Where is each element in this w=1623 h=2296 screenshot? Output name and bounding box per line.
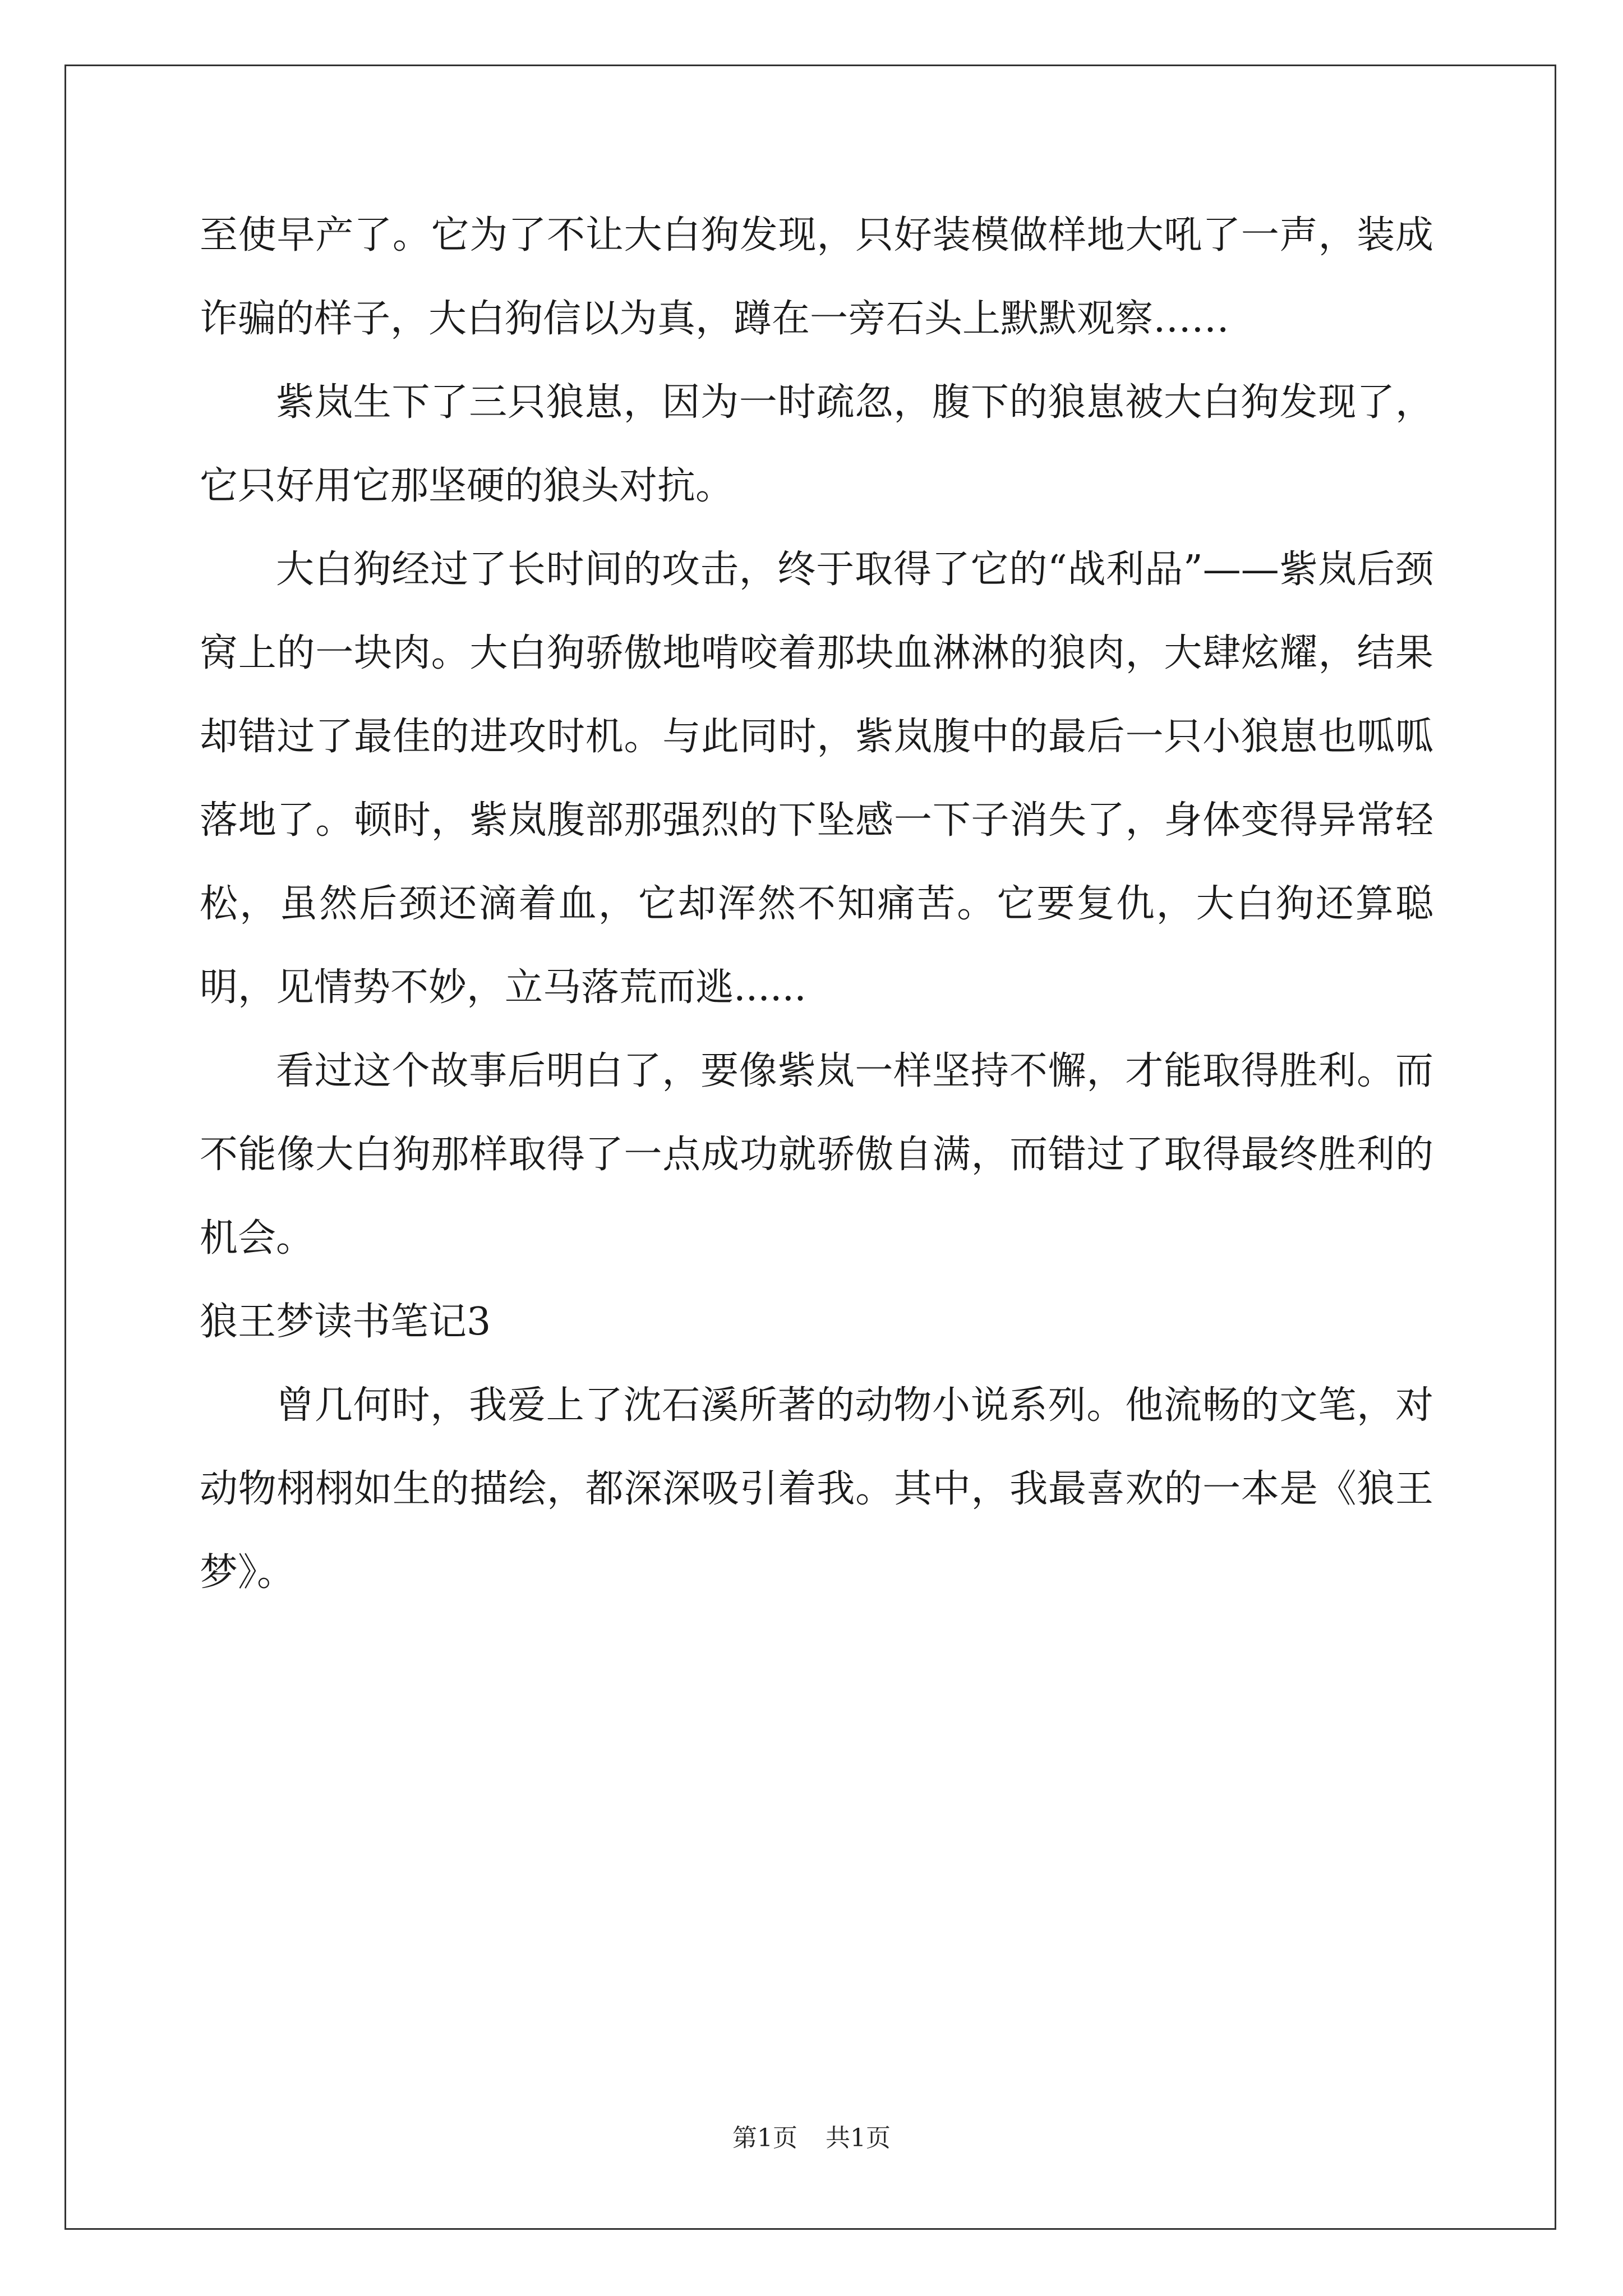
page-footer [0,2118,1623,2154]
section-heading: 狼王梦读书笔记3 [200,1300,491,1344]
page-number: 第1页 [732,2124,797,2152]
paragraph: 紫岚生下了三只狼崽，因为一时疏忽，腹下的狼崽被大白狗发现了，它只好用它那坚硬的狼头对抗。 [200,380,1433,508]
page-total: 共1页 [826,2124,891,2152]
paragraph: 曾几何时，我爱上了沈石溪所著的动物小说系列。他流畅的文笔，对动物栩栩如生的描绘，都深深吸引着我。其中，我最喜欢的一本是《狼王梦》。 [200,1383,1433,1595]
paragraph: 大白狗经过了长时间的攻击，终于取得了它的“战利品”——紫岚后颈窝上的一块肉。大白狗骄傲地啃咬着那块血淋淋的狼肉，大肆炫耀，结果却错过了最佳的进攻时机。与此同时，紫岚腹中的最后一只小狼崽也呱呱落地了。顿时，紫岚腹部那强烈的下坠感一下子消失了，身体变得异常轻松，虽然后颈还滴着血，它却浑然不知痛苦。它要复仇，大白狗还算聪明，见情势不妙，立马落荒而逃...... [200,547,1433,1010]
paragraph-continuation: 至使早产了。它为了不让大白狗发现，只好装模做样地大吼了一声，装成诈骗的样子，大白狗信以为真，蹲在一旁石头上默默观察…… [200,213,1433,341]
paragraph: 看过这个故事后明白了，要像紫岚一样坚持不懈，才能取得胜利。而不能像大白狗那样取得了一点成功就骄傲自满，而错过了取得最终胜利的机会。 [200,1049,1433,1260]
document-body [200,194,1433,1614]
